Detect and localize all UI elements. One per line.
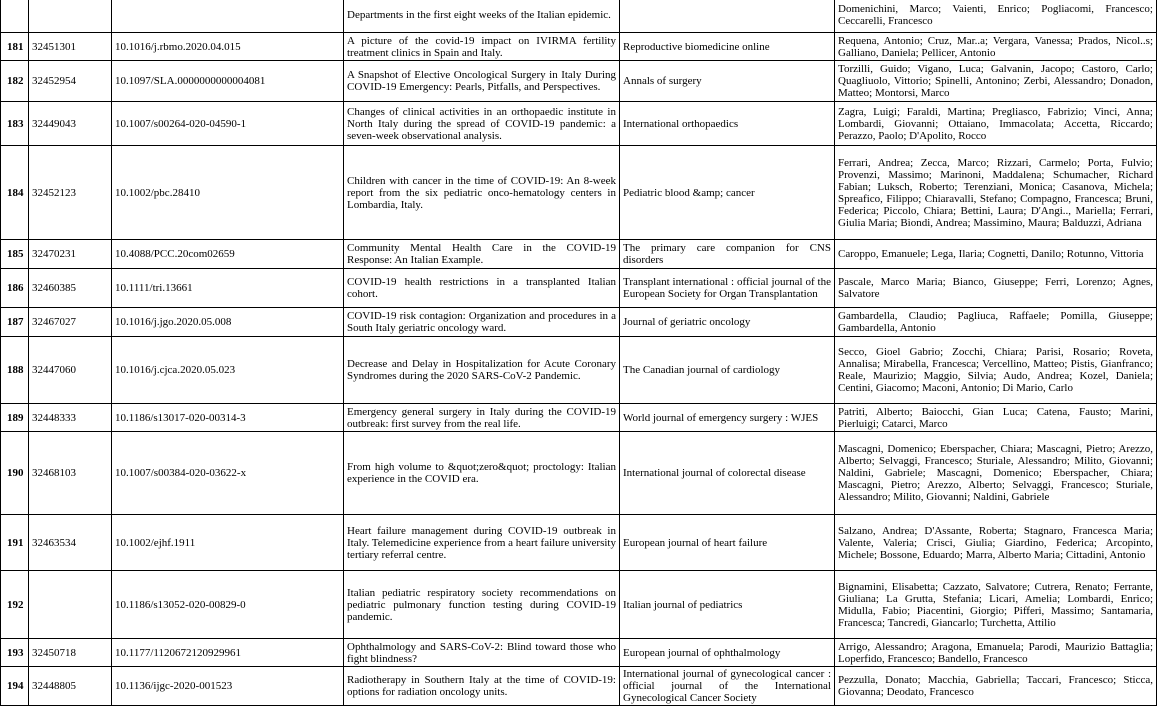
row-number: 192 (1, 571, 29, 639)
pmid-cell: 32468103 (29, 432, 112, 515)
row-number: 194 (1, 667, 29, 706)
pmid-cell: 32449043 (29, 102, 112, 146)
authors-cell: Arrigo, Alessandro; Aragona, Emanuela; Parodi, Maurizio Battaglia; Loperfido, Francesco; Bandello, Francesco (835, 639, 1157, 667)
authors-cell: Requena, Antonio; Cruz, Mar..a; Vergara, Vanessa; Prados, Nicol..s; Galliano, Daniela; Pellicer, Antonio (835, 33, 1157, 61)
row-number: 186 (1, 269, 29, 308)
table-row (1, 337, 1157, 404)
row-number: 193 (1, 639, 29, 667)
journal-cell: International journal of gynecological cancer : official journal of the International Gynecological Cancer Society (620, 667, 835, 706)
title-cell: Community Mental Health Care in the COVID-19 Response: An Italian Example. (344, 240, 620, 269)
title-cell: COVID-19 risk contagion: Organization and procedures in a South Italy geriatric oncology ward. (344, 308, 620, 337)
title-cell: A Snapshot of Elective Oncological Surgery in Italy During COVID-19 Emergency: Pearls, Pitfalls, and Perspectives. (344, 61, 620, 102)
doi-cell: 10.1007/s00264-020-04590-1 (112, 102, 344, 146)
table-row (1, 432, 1157, 515)
authors-cell: Bignamini, Elisabetta; Cazzato, Salvatore; Cutrera, Renato; Ferrante, Giuliana; La Grutta, Stefania; Licari, Amelia; Lombardi, Enrico; Midulla, Fabio; Piacentini, Giorgio; Pifferi, Massimo; Santamaria, Francesca; Tancredi, Giancarlo; Turchetta, Attilio (835, 571, 1157, 639)
table-row (1, 639, 1157, 667)
authors-cell: Domenichini, Marco; Vaienti, Enrico; Pogliacomi, Francesco; Ceccarelli, Francesco (835, 0, 1157, 33)
table-row (1, 571, 1157, 639)
row-number: 190 (1, 432, 29, 515)
row-number: 185 (1, 240, 29, 269)
row-number: 181 (1, 33, 29, 61)
authors-cell: Pascale, Marco Maria; Bianco, Giuseppe; Ferri, Lorenzo; Agnes, Salvatore (835, 269, 1157, 308)
doi-cell: 10.1186/s13017-020-00314-3 (112, 404, 344, 432)
journal-cell: European journal of heart failure (620, 515, 835, 571)
authors-cell: Pezzulla, Donato; Macchia, Gabriella; Taccari, Francesco; Sticca, Giovanna; Deodato, Francesco (835, 667, 1157, 706)
pmid-cell: 32447060 (29, 337, 112, 404)
title-cell: Ophthalmology and SARS-CoV-2: Blind toward those who fight blindness? (344, 639, 620, 667)
title-cell: A picture of the covid-19 impact on IVIRMA fertility treatment clinics in Spain and Italy. (344, 33, 620, 61)
title-cell: Departments in the first eight weeks of the Italian epidemic. (344, 0, 620, 33)
row-number: 182 (1, 61, 29, 102)
authors-cell: Secco, Gioel Gabrio; Zocchi, Chiara; Parisi, Rosario; Roveta, Annalisa; Mirabella, Francesca; Vercellino, Matteo; Pistis, Gianfranco; Reale, Maurizio; Maggio, Silvia; Audo, Andrea; Kozel, Daniela; Centini, Giacomo; Maconi, Antonio; Di Mario, Carlo (835, 337, 1157, 404)
journal-cell: Italian journal of pediatrics (620, 571, 835, 639)
pmid-cell: 32467027 (29, 308, 112, 337)
authors-cell: Caroppo, Emanuele; Lega, Ilaria; Cognetti, Danilo; Rotunno, Vittoria (835, 240, 1157, 269)
title-cell: Changes of clinical activities in an orthopaedic institute in North Italy during the spread of COVID-19 pandemic: a seven-week observational analysis. (344, 102, 620, 146)
journal-cell: Pediatric blood &amp; cancer (620, 146, 835, 240)
row-number: 187 (1, 308, 29, 337)
table-row (1, 240, 1157, 269)
row-number: 183 (1, 102, 29, 146)
doi-cell: 10.1111/tri.13661 (112, 269, 344, 308)
authors-cell: Zagra, Luigi; Faraldi, Martina; Pregliasco, Fabrizio; Vinci, Anna; Lombardi, Giovanni; Ottaiano, Immacolata; Accetta, Riccardo; Perazzo, Paolo; D'Apolito, Rocco (835, 102, 1157, 146)
doi-cell (112, 0, 344, 33)
journal-cell: The Canadian journal of cardiology (620, 337, 835, 404)
journal-cell: The primary care companion for CNS disorders (620, 240, 835, 269)
table-row (1, 61, 1157, 102)
journal-cell: Transplant international : official journal of the European Society for Organ Transplantation (620, 269, 835, 308)
pmid-cell: 32470231 (29, 240, 112, 269)
title-cell: Decrease and Delay in Hospitalization for Acute Coronary Syndromes during the 2020 SARS-CoV-2 Pandemic. (344, 337, 620, 404)
authors-cell: Mascagni, Domenico; Eberspacher, Chiara; Mascagni, Pietro; Arezzo, Alberto; Selvaggi, Francesco; Sturiale, Alessandro; Milito, Giovanni; Naldini, Gabriele; Mascagni, Domenico; Eberspacher, Chiara; Mascagni, Pietro; Arezzo, Alberto; Selvaggi, Francesco; Sturiale, Alessandro; Milito, Giovanni; Naldini, Gabriele (835, 432, 1157, 515)
table-row (1, 308, 1157, 337)
pmid-cell: 32463534 (29, 515, 112, 571)
row-number: 191 (1, 515, 29, 571)
authors-cell: Gambardella, Claudio; Pagliuca, Raffaele; Pomilla, Giuseppe; Gambardella, Antonio (835, 308, 1157, 337)
authors-cell: Ferrari, Andrea; Zecca, Marco; Rizzari, Carmelo; Porta, Fulvio; Provenzi, Massimo; Marinoni, Maddalena; Schumacher, Richard Fabian; Luksch, Roberto; Terenziani, Monica; Casanova, Michela; Spreafico, Filippo; Chiaravalli, Stefano; Compagno, Francesca; Bruni, Federica; Piccolo, Chiara; Bettini, Laura; D'Angi.., Mariella; Ferrari, Giulia Maria; Biondi, Andrea; Massimino, Maura; Balduzzi, Adriana (835, 146, 1157, 240)
row-number: 188 (1, 337, 29, 404)
table-row (1, 269, 1157, 308)
doi-cell: 10.1016/j.rbmo.2020.04.015 (112, 33, 344, 61)
title-cell: Italian pediatric respiratory society recommendations on pediatric pulmonary function testing during COVID-19 pandemic. (344, 571, 620, 639)
authors-cell: Salzano, Andrea; D'Assante, Roberta; Stagnaro, Francesca Maria; Valente, Valeria; Crisci, Giulia; Giardino, Federica; Arcopinto, Michele; Bossone, Eduardo; Marra, Alberto Maria; Cittadini, Antonio (835, 515, 1157, 571)
table-row (1, 515, 1157, 571)
journal-cell: Reproductive biomedicine online (620, 33, 835, 61)
doi-cell: 10.4088/PCC.20com02659 (112, 240, 344, 269)
table-row (1, 146, 1157, 240)
title-cell: From high volume to &quot;zero&quot; proctology: Italian experience in the COVID era. (344, 432, 620, 515)
table-row (1, 102, 1157, 146)
journal-cell: European journal of ophthalmology (620, 639, 835, 667)
journal-cell: International journal of colorectal disease (620, 432, 835, 515)
doi-cell: 10.1186/s13052-020-00829-0 (112, 571, 344, 639)
doi-cell: 10.1136/ijgc-2020-001523 (112, 667, 344, 706)
pmid-cell: 32450718 (29, 639, 112, 667)
journal-cell (620, 0, 835, 33)
table-row (1, 0, 1157, 33)
doi-cell: 10.1002/pbc.28410 (112, 146, 344, 240)
doi-cell: 10.1002/ejhf.1911 (112, 515, 344, 571)
doi-cell: 10.1016/j.cjca.2020.05.023 (112, 337, 344, 404)
title-cell: Emergency general surgery in Italy during the COVID-19 outbreak: first survey from the real life. (344, 404, 620, 432)
title-cell: Children with cancer in the time of COVID-19: An 8-week report from the six pediatric onco-hematology centers in Lombardia, Italy. (344, 146, 620, 240)
pmid-cell: 32448333 (29, 404, 112, 432)
doi-cell: 10.1097/SLA.0000000000004081 (112, 61, 344, 102)
row-number (1, 0, 29, 33)
pmid-cell: 32460385 (29, 269, 112, 308)
pmid-cell (29, 0, 112, 33)
title-cell: Heart failure management during COVID-19 outbreak in Italy. Telemedicine experience from a heart failure university tertiary referral centre. (344, 515, 620, 571)
journal-cell: Annals of surgery (620, 61, 835, 102)
title-cell: COVID-19 health restrictions in a transplanted Italian cohort. (344, 269, 620, 308)
pmid-cell (29, 571, 112, 639)
doi-cell: 10.1007/s00384-020-03622-x (112, 432, 344, 515)
row-number: 189 (1, 404, 29, 432)
doi-cell: 10.1177/1120672120929961 (112, 639, 344, 667)
authors-cell: Torzilli, Guido; Vigano, Luca; Galvanin, Jacopo; Castoro, Carlo; Quagliuolo, Vittorio; Spinelli, Antonino; Zerbi, Alessandro; Donadon, Matteo; Montorsi, Marco (835, 61, 1157, 102)
pmid-cell: 32452123 (29, 146, 112, 240)
pmid-cell: 32452954 (29, 61, 112, 102)
table-row (1, 33, 1157, 61)
authors-cell: Patriti, Alberto; Baiocchi, Gian Luca; Catena, Fausto; Marini, Pierluigi; Catarci, Marco (835, 404, 1157, 432)
row-number: 184 (1, 146, 29, 240)
table-row (1, 404, 1157, 432)
journal-cell: Journal of geriatric oncology (620, 308, 835, 337)
title-cell: Radiotherapy in Southern Italy at the time of COVID-19: options for radiation oncology units. (344, 667, 620, 706)
pmid-cell: 32448805 (29, 667, 112, 706)
journal-cell: World journal of emergency surgery : WJES (620, 404, 835, 432)
journal-cell: International orthopaedics (620, 102, 835, 146)
pmid-cell: 32451301 (29, 33, 112, 61)
table-row (1, 667, 1157, 706)
doi-cell: 10.1016/j.jgo.2020.05.008 (112, 308, 344, 337)
